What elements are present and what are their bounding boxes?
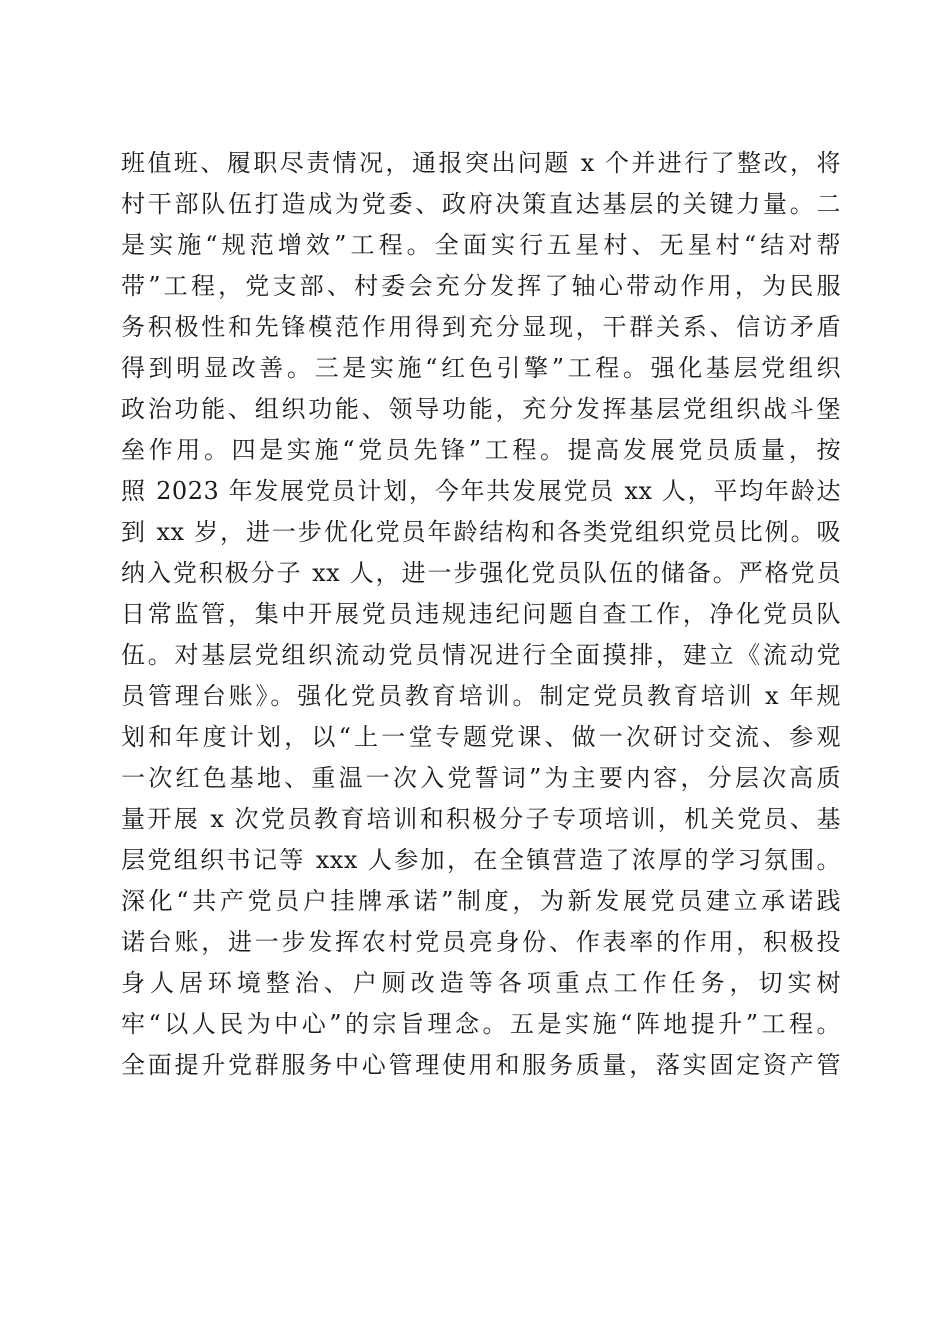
- text-line: 日常监管，集中开展党员违规违纪问题自查工作，净化党员队: [121, 600, 841, 628]
- text-line: 带”工程，党支部、村委会充分发挥了轴心带动作用，为民服: [121, 272, 841, 300]
- text-line: 诺台账，进一步发挥农村党员亮身份、作表率的作用，积极投: [121, 928, 841, 956]
- text-line: 一次红色基地、重温一次入党誓词”为主要内容，分层次高质: [121, 764, 841, 792]
- text-line: 身人居环境整治、户厕改造等各项重点工作任务，切实树: [121, 969, 841, 997]
- text-line: 村干部队伍打造成为党委、政府决策直达基层的关键力量。二: [121, 190, 841, 218]
- text-line: 划和年度计划，以“上一堂专题党课、做一次研讨交流、参观: [121, 723, 841, 751]
- text-line: 班值班、履职尽责情况，通报突出问题 x 个并进行了整改，将: [121, 149, 841, 177]
- text-line: 牢“以人民为中心”的宗旨理念。五是实施“阵地提升”工程。: [121, 1010, 841, 1038]
- text-line: 垒作用。四是实施“党员先锋”工程。提高发展党员质量，按: [121, 436, 841, 464]
- text-line: 全面提升党群服务中心管理使用和服务质量，落实固定资产管: [121, 1051, 841, 1079]
- text-line: 是实施“规范增效”工程。全面实行五星村、无星村“结对帮: [121, 231, 841, 259]
- text-line: 得到明显改善。三是实施“红色引擎”工程。强化基层党组织: [121, 354, 841, 382]
- text-line: 务积极性和先锋模范作用得到充分显现，干群关系、信访矛盾: [121, 313, 841, 341]
- text-line: 员管理台账》。强化党员教育培训。制定党员教育培训 x 年规: [121, 682, 841, 710]
- text-line: 伍。对基层党组织流动党员情况进行全面摸排，建立《流动党: [121, 641, 841, 669]
- text-line: 量开展 x 次党员教育培训和积极分子专项培训，机关党员、基: [121, 805, 841, 833]
- text-line: 纳入党积极分子 xx 人，进一步强化党员队伍的储备。严格党员: [121, 559, 841, 587]
- text-line: 深化“共产党员户挂牌承诺”制度，为新发展党员建立承诺践: [121, 887, 841, 915]
- text-line: 层党组织书记等 xxx 人参加，在全镇营造了浓厚的学习氛围。: [121, 846, 841, 874]
- body-text: [121, 143, 841, 1086]
- text-line: 到 xx 岁，进一步优化党员年龄结构和各类党组织党员比例。吸: [121, 518, 841, 546]
- text-line: 照 2023 年发展党员计划，今年共发展党员 xx 人，平均年龄达: [121, 477, 841, 505]
- text-line: 政治功能、组织功能、领导功能，充分发挥基层党组织战斗堡: [121, 395, 841, 423]
